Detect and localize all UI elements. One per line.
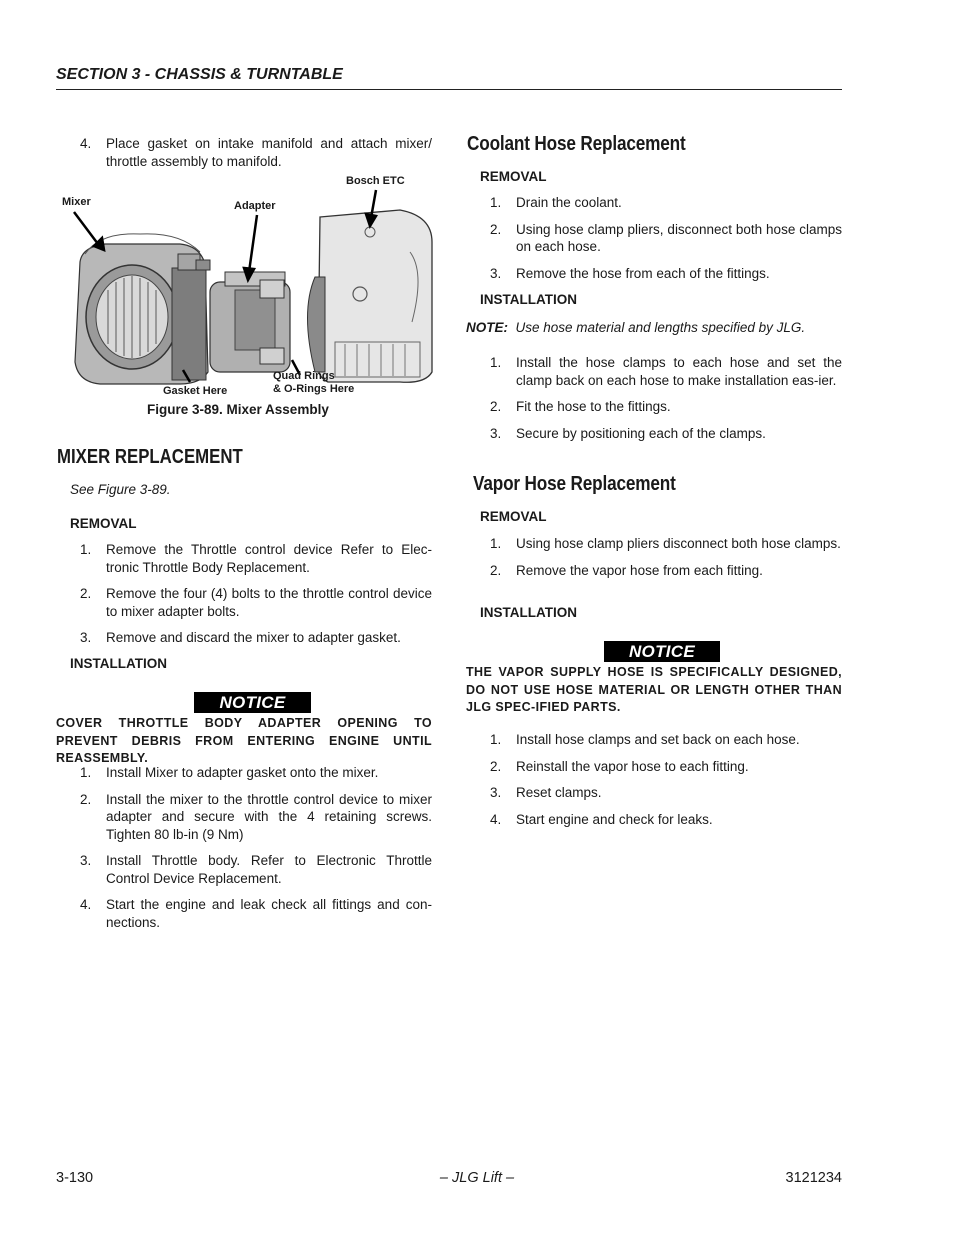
figure-label-mixer: Mixer — [62, 196, 91, 208]
list-item: 1. Install Mixer to adapter gasket onto the mixer. — [80, 765, 379, 780]
vapor-installation-label: INSTALLATION — [480, 605, 577, 620]
coolant-install-list — [480, 354, 842, 451]
page-number: 3-130 — [56, 1170, 94, 1186]
coolant-removal-label: REMOVAL — [480, 169, 547, 184]
mixer-install-list — [70, 764, 432, 940]
figure-label-quad-rings: Quad Rings — [273, 370, 335, 382]
list-item: 2. Remove the vapor hose from each fitting. — [490, 562, 763, 578]
mixer-removal-list — [70, 541, 432, 656]
list-item: 3. Reset clamps. — [490, 785, 602, 800]
list-item: 2. Fit the hose to the fittings. — [490, 399, 671, 414]
list-item: 3. Secure by positioning each of the clamps. — [490, 425, 766, 441]
section-header: SECTION 3 - CHASSIS & TURNTABLE — [56, 66, 343, 83]
mixer-installation-label: INSTALLATION — [70, 656, 167, 671]
vapor-hose-heading: Vapor Hose Replacement — [473, 473, 676, 495]
list-item: 2. Remove the four (4) bolts to the throttle control device to mixer adapter bolts. — [80, 586, 432, 619]
see-figure-reference: See Figure 3-89. — [70, 482, 171, 497]
notice-badge-left: NOTICE — [194, 692, 311, 713]
note-text: Use hose material and lengths specified by JLG. — [515, 320, 806, 335]
mixer-replacement-heading: MIXER REPLACEMENT — [57, 446, 243, 468]
left-step-4-text: Place gasket on intake manifold and attach mixer/ throttle assembly to manifold. — [106, 136, 432, 169]
notice-text-right: THE VAPOR SUPPLY HOSE IS SPECIFICALLY DESIGNED, DO NOT USE HOSE MATERIAL OR LENGTH OTHER THAN JLG SPEC-IFIED PARTS. — [466, 665, 842, 714]
list-item: 2. Install the mixer to the throttle control device to mixer adapter and secure with the 4 retaining screws. Tighten 80 lb-in (9 Nm) — [80, 791, 432, 842]
list-item: 3. Remove the hose from each of the fittings. — [490, 265, 770, 281]
list-item: 1. Install the hose clamps to each hose and set the clamp back on each hose to make installation eas-ier. — [490, 355, 842, 388]
coolant-note — [466, 320, 842, 335]
note-label: NOTE: — [466, 320, 508, 335]
coolant-installation-label: INSTALLATION — [480, 292, 577, 307]
list-item: 4. Start engine and check for leaks. — [490, 811, 713, 827]
footer-publisher: – JLG Lift – — [439, 1170, 515, 1186]
vapor-removal-list — [480, 535, 842, 588]
list-item: 2. Using hose clamp pliers, disconnect both hose clamps on each hose. — [490, 221, 842, 254]
notice-badge-right: NOTICE — [604, 641, 720, 662]
figure-label-adapter: Adapter — [234, 200, 276, 212]
list-item: 1. Using hose clamp pliers disconnect both hose clamps. — [490, 536, 841, 551]
mixer-body-shape — [75, 234, 210, 384]
figure-label-bosch-etc: Bosch ETC — [346, 175, 405, 187]
list-item: 3. Remove and discard the mixer to adapter gasket. — [80, 630, 401, 645]
left-step-4: 4. Place gasket on intake manifold and attach mixer/ throttle assembly to manifold. — [80, 136, 432, 169]
list-item: 1. Install hose clamps and set back on each hose. — [490, 732, 800, 747]
coolant-hose-heading: Coolant Hose Replacement — [467, 133, 686, 155]
vapor-removal-label: REMOVAL — [480, 509, 547, 524]
list-item: 1. Drain the coolant. — [490, 195, 622, 210]
bosch-etc-shape — [308, 210, 433, 382]
header-rule — [56, 89, 842, 90]
document-number: 3121234 — [785, 1170, 842, 1186]
mixer-assembly-figure — [60, 172, 440, 402]
list-item: 1. Remove the Throttle control device Refer to Elec-tronic Throttle Body Replacement. — [80, 542, 432, 575]
figure-label-gasket: Gasket Here — [163, 385, 228, 397]
adapter-shape — [210, 272, 290, 372]
list-item: 3. Install Throttle body. Refer to Electronic Throttle Control Device Replacement. — [80, 853, 432, 886]
coolant-removal-list — [480, 194, 842, 291]
list-item: 4. Start the engine and leak check all fittings and con-nections. — [80, 897, 432, 930]
notice-text-left: COVER THROTTLE BODY ADAPTER OPENING TO PREVENT DEBRIS FROM ENTERING ENGINE UNTIL REASSEMBLY. — [56, 716, 432, 765]
list-item: 2. Reinstall the vapor hose to each fitting. — [490, 758, 749, 774]
vapor-install-list — [480, 731, 842, 837]
figure-label-o-rings: & O-Rings Here — [273, 383, 355, 395]
mixer-removal-label: REMOVAL — [70, 516, 137, 531]
figure-caption: Figure 3-89. Mixer Assembly — [147, 402, 329, 417]
